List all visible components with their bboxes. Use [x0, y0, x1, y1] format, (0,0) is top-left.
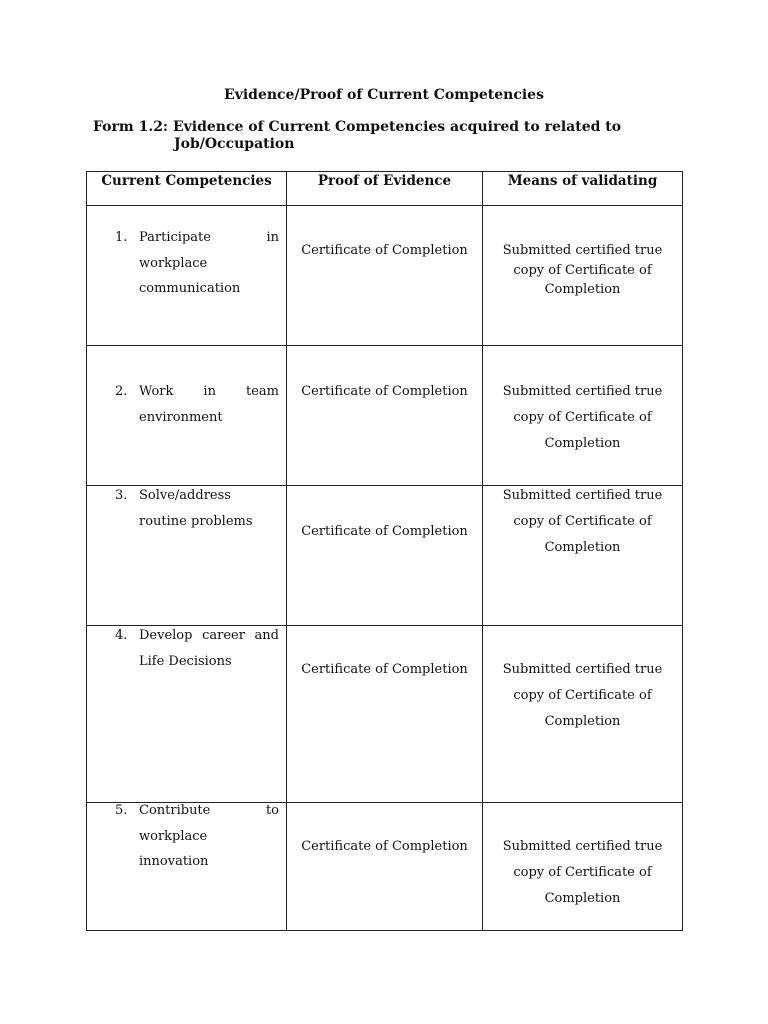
proof-cell	[287, 626, 483, 803]
table-row	[87, 626, 683, 803]
table-header-row	[87, 172, 683, 206]
competency-number: 2.	[115, 384, 128, 399]
competency-cell	[87, 346, 287, 486]
proof-text: Certificate of Completion	[301, 243, 468, 258]
proof-text: Certificate of Completion	[301, 384, 468, 399]
means-cell	[483, 803, 683, 931]
header-means-of-validating: Means of validating	[483, 172, 683, 206]
header-current-competencies: Current Competencies	[87, 172, 287, 206]
competency-text: Participate in workplace communication	[139, 230, 279, 296]
means-text: Submitted certified true copy of Certificate of Completion	[502, 839, 663, 906]
page-title: Evidence/Proof of Current Competencies	[224, 87, 544, 103]
proof-cell	[287, 206, 483, 346]
proof-text: Certificate of Completion	[301, 662, 468, 677]
competency-number: 3.	[115, 488, 128, 503]
table-row	[87, 346, 683, 486]
competency-cell	[87, 803, 287, 931]
means-text: Submitted certified true copy of Certificate of Completion	[502, 662, 663, 729]
means-cell	[483, 206, 683, 346]
proof-cell	[287, 803, 483, 931]
means-cell	[483, 626, 683, 803]
means-text: Submitted certified true copy of Certificate of Completion	[502, 384, 663, 451]
proof-cell	[287, 486, 483, 626]
competency-text: Solve/address routine problems	[139, 488, 253, 529]
means-cell	[483, 486, 683, 626]
means-cell	[483, 346, 683, 486]
form-heading-line1: Form 1.2: Evidence of Current Competencies acquired to related to	[93, 119, 622, 135]
proof-text: Certificate of Completion	[301, 839, 468, 854]
competency-cell	[87, 486, 287, 626]
competency-number: 1.	[115, 230, 128, 245]
table-row	[87, 486, 683, 626]
competency-cell	[87, 626, 287, 803]
competency-number: 4.	[115, 628, 128, 643]
competency-text: Work in team environment	[139, 384, 279, 425]
proof-cell	[287, 346, 483, 486]
competency-cell	[87, 206, 287, 346]
means-text: Submitted certified true copy of Certificate of Completion	[502, 488, 663, 555]
competency-text: Develop career and Life Decisions	[139, 628, 279, 669]
competency-number: 5.	[115, 803, 128, 818]
means-text: Submitted certified true copy of Certificate of Completion	[502, 243, 663, 297]
table-row	[87, 206, 683, 346]
header-proof-of-evidence: Proof of Evidence	[287, 172, 483, 206]
proof-text: Certificate of Completion	[301, 524, 468, 539]
table-row	[87, 803, 683, 931]
form-heading-line2: Job/Occupation	[174, 136, 295, 152]
competency-text: Contribute to workplace innovation	[139, 803, 279, 869]
form-heading	[93, 119, 683, 153]
competencies-table	[86, 171, 683, 931]
